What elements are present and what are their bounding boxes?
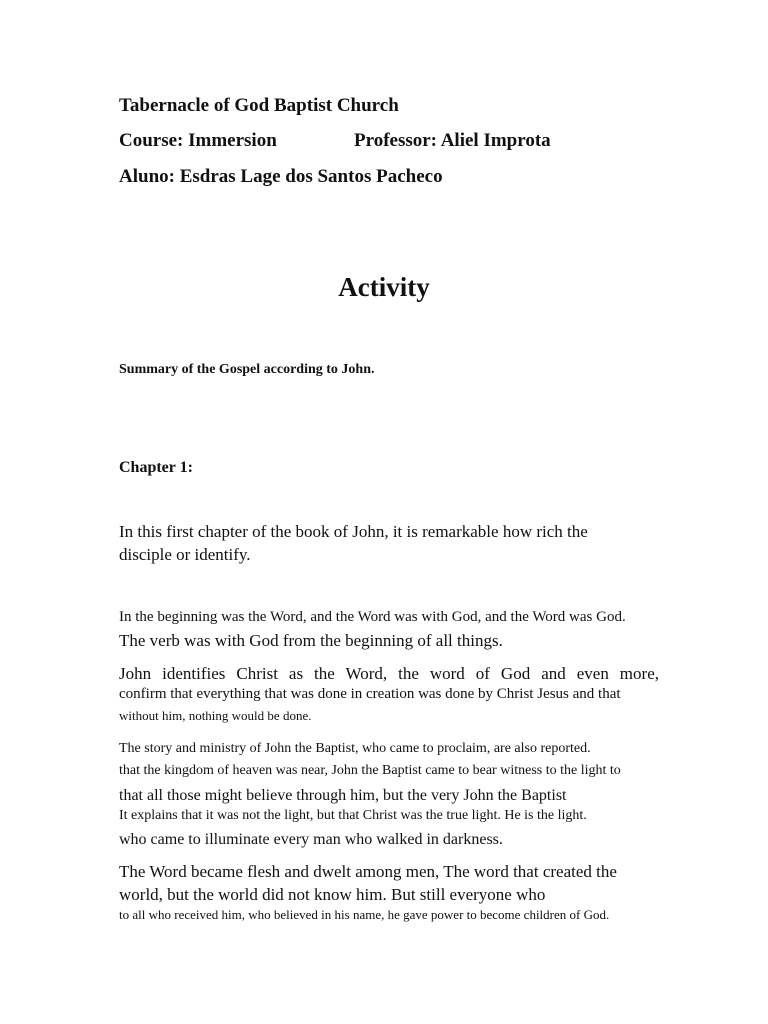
professor-label: Professor: Aliel Improta <box>354 130 551 151</box>
intro-line-1: In this first chapter of the book of John, it is remarkable how rich the <box>119 522 588 541</box>
intro-line-2: disciple or identify. <box>119 545 251 564</box>
p3-line-1: The story and ministry of John the Baptist, who came to proclaim, are also reported. <box>119 741 591 756</box>
page-title: Activity <box>338 272 430 302</box>
p3-line-3: that all those might believe through him, but the very John the Baptist <box>119 787 567 804</box>
p4-line-3: to all who received him, who believed in his name, he gave power to become children of God. <box>119 907 610 922</box>
chapter-heading: Chapter 1: <box>119 459 193 476</box>
p1-line-2: The verb was with God from the beginning of all things. <box>119 631 503 650</box>
p4-line-2: world, but the world did not know him. But still everyone who <box>119 885 546 904</box>
p3-line-4: It explains that it was not the light, but that Christ was the true light. He is the light. <box>119 808 587 823</box>
course-label: Course: Immersion <box>119 130 277 151</box>
p3-line-2: that the kingdom of heaven was near, John the Baptist came to bear witness to the light to <box>119 763 621 778</box>
church-name: Tabernacle of God Baptist Church <box>119 95 399 116</box>
p2-line-3: without him, nothing would be done. <box>119 708 312 723</box>
page-subtitle: Summary of the Gospel according to John. <box>119 362 375 377</box>
p4-line-1: The Word became flesh and dwelt among men, The word that created the <box>119 862 617 881</box>
p2-line-2: confirm that everything that was done in creation was done by Christ Jesus and that <box>119 686 621 702</box>
p3-line-5: who came to illuminate every man who walked in darkness. <box>119 831 503 848</box>
student-label: Aluno: Esdras Lage dos Santos Pacheco <box>119 166 443 187</box>
p2-line-1: John identifies Christ as the Word, the word of God and even more, <box>119 664 659 683</box>
p1-line-1: In the beginning was the Word, and the Word was with God, and the Word was God. <box>119 609 626 625</box>
